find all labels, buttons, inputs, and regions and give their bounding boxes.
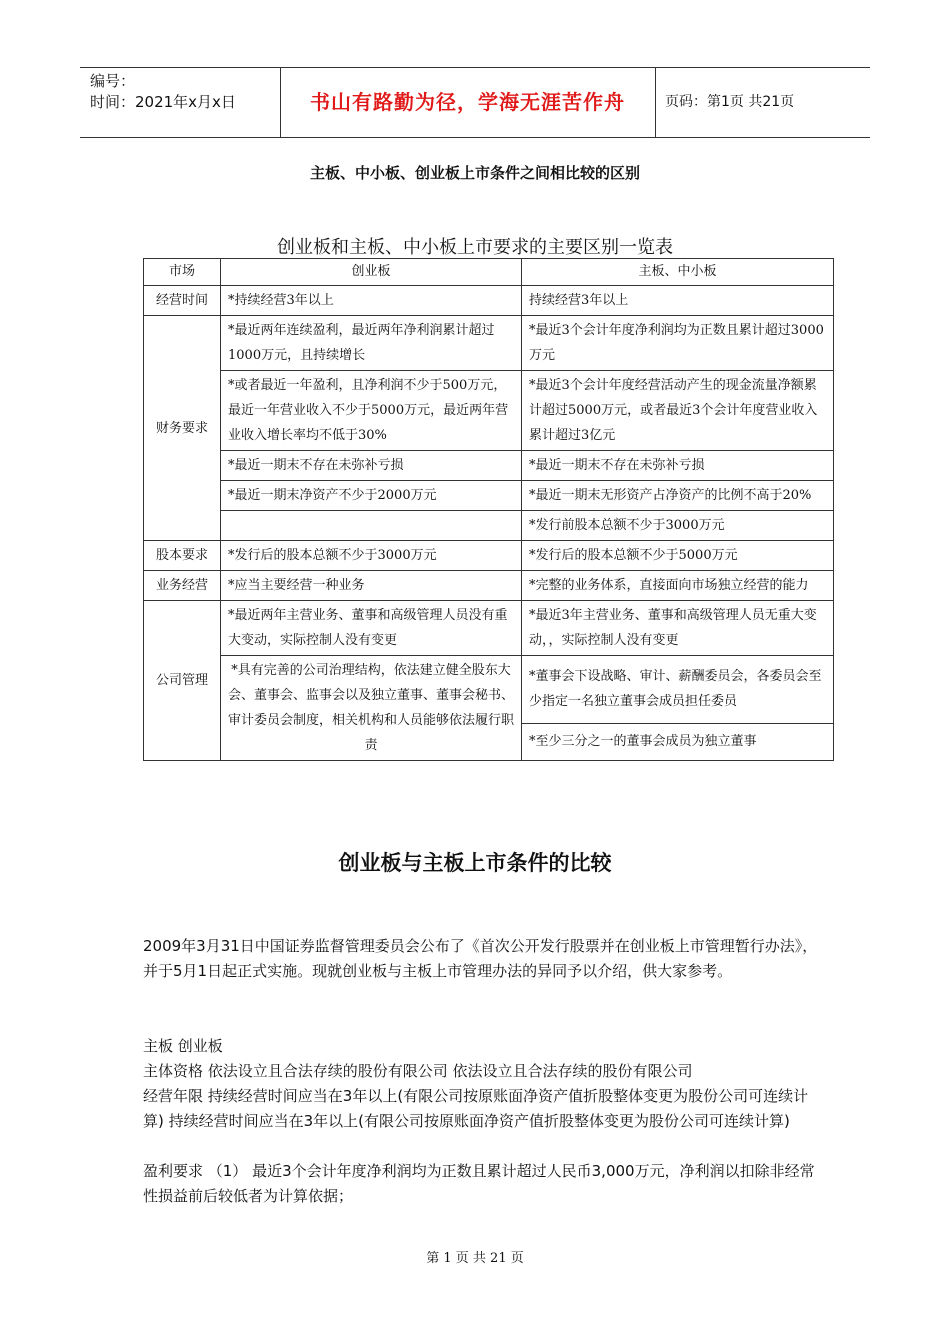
table-cell: *发行后的股本总额不少于5000万元 <box>522 541 834 571</box>
table-cell-empty <box>221 511 522 541</box>
row-label: 股本要求 <box>144 541 221 571</box>
row-label: 业务经营 <box>144 571 221 601</box>
table-cell: *至少三分之一的董事会成员为独立董事 <box>522 723 834 760</box>
table-row <box>144 601 834 656</box>
table-row <box>144 511 834 541</box>
table-row <box>144 286 834 316</box>
table-cell: *具有完善的公司治理结构，依法建立健全股东大会、董事会、监事会以及独立董事、董事会秘书、审计委员会制度，相关机构和人员能够依法履行职责 <box>221 656 522 761</box>
table-row <box>144 541 834 571</box>
page-footer: 第 1 页 共 21 页 <box>426 1251 524 1266</box>
table-cell: *或者最近一年盈利，且净利润不少于500万元，最近一年营业收入不少于5000万元，最近两年营业收入增长率均不低于30% <box>221 371 522 451</box>
page-header <box>80 67 870 138</box>
table-cell: *最近3个会计年度经营活动产生的现金流量净额累计超过5000万元，或者最近3个会计年度营业收入累计超过3亿元 <box>522 371 834 451</box>
table-cell: *发行后的股本总额不少于3000万元 <box>221 541 522 571</box>
table-cell: *最近两年连续盈利，最近两年净利润累计超过1000万元，且持续增长 <box>221 316 522 371</box>
table-header-row <box>144 259 834 286</box>
comparison-table <box>143 258 834 761</box>
header-cell: 市场 <box>144 259 221 286</box>
table-cell: *完整的业务体系，直接面向市场独立经营的能力 <box>522 571 834 601</box>
table-row <box>144 656 834 724</box>
table-cell: *最近一期末无形资产占净资产的比例不高于20% <box>522 481 834 511</box>
time-label: 时间：2021年x月x日 <box>90 93 236 111</box>
table-cell: *最近一期末净资产不少于2000万元 <box>221 481 522 511</box>
body-line: 主体资格 依法设立且合法存续的股份有限公司 依法设立且合法存续的股份有限公司 <box>143 1062 693 1080</box>
doc-title: 主板、中小板、创业板上市条件之间相比较的区别 <box>309 164 640 182</box>
table-cell: *应当主要经营一种业务 <box>221 571 522 601</box>
row-label: 公司管理 <box>144 601 221 761</box>
body-line: 主板 创业板 <box>143 1037 223 1055</box>
motto: 书山有路勤为径，学海无涯苦作舟 <box>310 90 625 114</box>
row-label: 财务要求 <box>144 316 221 541</box>
table-row <box>144 451 834 481</box>
table-cell: *最近3年主营业务、董事和高级管理人员无重大变动，，实际控制人没有变更 <box>522 601 834 656</box>
intro-paragraph: 2009年3月31日中国证券监督管理委员会公布了《首次公开发行股票并在创业板上市管理暂行办法》，并于5月1日起正式实施。现就创业板与主板上市管理办法的异同予以介绍，供大家参考。 <box>143 937 818 980</box>
header-cell: 主板、中小板 <box>522 259 834 286</box>
table-cell: *董事会下设战略、审计、薪酬委员会，各委员会至少指定一名独立董事会成员担任委员 <box>522 656 834 724</box>
table-cell: *最近3个会计年度净利润均为正数且累计超过3000万元 <box>522 316 834 371</box>
code-label: 编号： <box>90 72 136 90</box>
header-divider <box>655 68 656 137</box>
table-row <box>144 316 834 371</box>
table-cell: *最近一期末不存在未弥补亏损 <box>522 451 834 481</box>
body-line: 经营年限 持续经营时间应当在3年以上(有限公司按原账面净资产值折股整体变更为股份公司可连续计算) 持续经营时间应当在3年以上(有限公司按原账面净资产值折股整体变更为股份公司可连续计算) <box>143 1087 809 1130</box>
table-row <box>144 371 834 451</box>
table-cell: *最近两年主营业务、董事和高级管理人员没有重大变动，实际控制人没有变更 <box>221 601 522 656</box>
table-row <box>144 571 834 601</box>
table-caption: 创业板和主板、中小板上市要求的主要区别一览表 <box>277 237 673 258</box>
table-cell: *持续经营3年以上 <box>221 286 522 316</box>
header-meta <box>90 71 236 113</box>
section-title: 创业板与主板上市条件的比较 <box>338 851 612 875</box>
table-cell: *最近一期末不存在未弥补亏损 <box>221 451 522 481</box>
page-info: 页码：第1页 共21页 <box>665 94 795 110</box>
table-row <box>144 481 834 511</box>
table-cell: *发行前股本总额不少于3000万元 <box>522 511 834 541</box>
row-label: 经营时间 <box>144 286 221 316</box>
table-cell: 持续经营3年以上 <box>522 286 834 316</box>
body-line: 盈利要求 （1） 最近3个会计年度净利润均为正数且累计超过人民币3,000万元，净利润以扣除非经常性损益前后较低者为计算依据； <box>143 1162 815 1205</box>
header-cell: 创业板 <box>221 259 522 286</box>
